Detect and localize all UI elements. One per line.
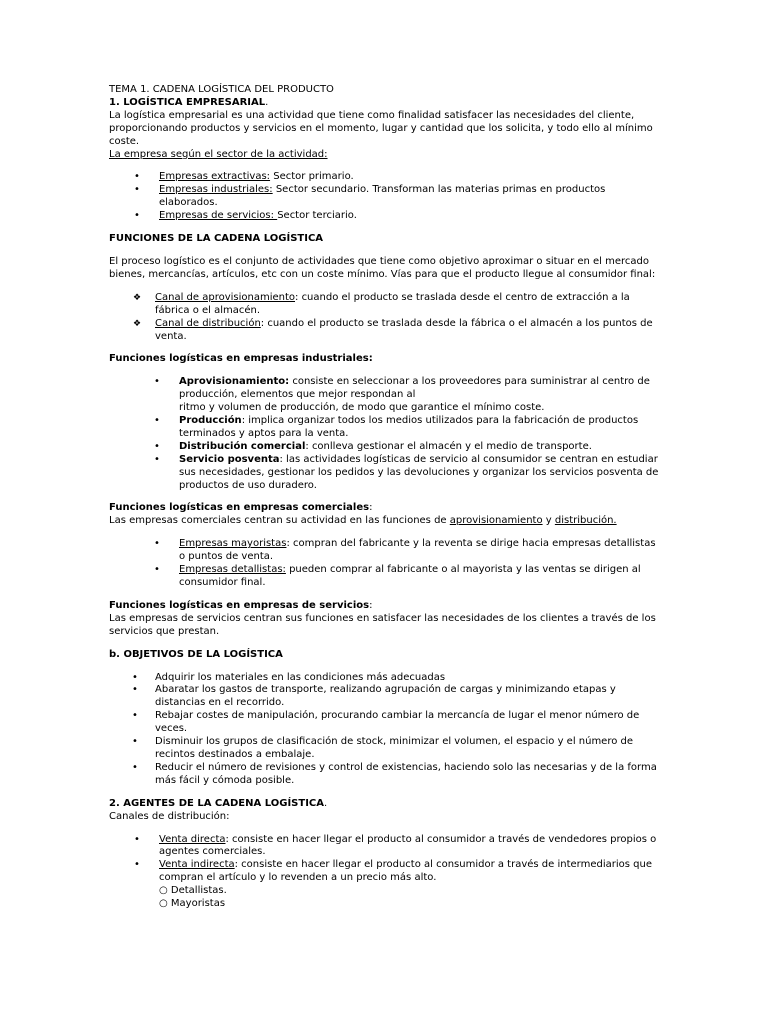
industriales-desc: : conlleva gestionar el almacén y el medio de transporte. [305,440,592,452]
comerciales-text: Las empresas comerciales centran su actividad en las funciones de [109,515,450,527]
list-item [109,834,659,860]
bullet-marker: • [134,210,140,222]
industriales-list [109,376,659,492]
comerciales-term-aprovisionamiento: aprovisionamiento [449,515,543,527]
sector-term: Empresas industriales: [159,184,273,196]
servicios-heading-text: Funciones logísticas en empresas de servicios [109,599,370,611]
list-item [109,210,659,223]
sub-item-mayoristas: ○ Mayoristas [159,898,226,910]
list-item [109,415,659,441]
list-item [109,538,659,564]
funciones-heading: FUNCIONES DE LA CADENA LOGÍSTICA [109,233,324,245]
industriales-term: Distribución comercial [179,440,306,452]
list-item [109,736,659,762]
section-1-heading-dot: . [265,96,269,108]
industriales-term: Aprovisionamiento: [179,376,290,388]
comerciales-heading-colon: : [369,502,373,514]
bullet-marker: • [154,440,160,452]
servicios-heading-colon: : [369,599,373,611]
bullet-marker: • [132,684,138,696]
bullet-marker: • [154,453,160,465]
section-1-paragraph: La logística empresarial es una actividad que tiene como finalidad satisfacer las necesidades del cliente, proporcionando productos y servicios en el momento, lugar y cantidad que los solicita, y todo ello al mínimo coste. [109,109,653,147]
list-item [109,441,659,454]
section-1-heading [109,97,659,110]
comerciales-text-and: y [542,515,555,527]
list-item [109,859,659,885]
industriales-desc: consiste en seleccionar a los proveedores para suministrar al centro de producción, elementos que mejor respondan al [179,376,650,401]
objetivo-text: Adquirir los materiales en las condiciones más adecuadas [155,671,446,683]
bullet-marker: • [154,564,160,576]
canal-desc: : cuando el producto se traslada desde la fábrica o el almacén a los puntos de venta. [155,317,653,342]
list-item [109,184,659,210]
objetivo-text: Disminuir los grupos de clasificación de stock, minimizar el volumen, el espacio y el número de recintos destinados a embalaje. [155,736,634,760]
bullet-marker: • [132,736,138,748]
bullet-marker: • [134,833,140,845]
sector-desc: Sector secundario. Transforman las materias primas en productos elaborados. [159,184,606,209]
list-item [109,318,659,344]
comerciales-list [109,538,659,590]
sector-heading: La empresa según el sector de la actividad: [109,148,328,160]
objetivos-heading: b. OBJETIVOS DE LA LOGÍSTICA [109,648,283,660]
bullet-marker: • [132,761,138,773]
bullet-marker: • [154,538,160,550]
canales-label: Canales de distribución: [109,810,230,822]
industriales-desc-cont: ritmo y volumen de producción, de modo que garantice el mínimo coste. [179,402,545,414]
canal-term: Canal de aprovisionamiento [155,291,296,303]
list-item [109,672,659,685]
sector-list [109,171,659,223]
comerciales-desc: : compran del fabricante y la reventa se dirige hacia empresas detallistas o puntos de venta. [179,538,656,563]
bullet-marker: • [132,671,138,683]
canales-term: Venta indirecta [159,859,235,871]
industriales-desc: : implica organizar todos los medios utilizados para la fabricación de productos terminados y aptos para la venta. [179,415,639,439]
list-item [109,762,659,788]
industriales-term: Servicio posventa [179,453,280,465]
objetivos-list [109,672,659,788]
sub-item-detallistas: ○ Detallistas. [159,885,227,897]
bullet-marker: • [154,415,160,427]
objetivo-text: Rebajar costes de manipulación, procurando cambiar la mercancía de lugar el menor número de veces. [155,710,640,735]
comerciales-term-distribucion: distribución. [554,515,617,527]
objetivo-text: Reducir el número de revisiones y control de existencias, haciendo solo las necesarias y de la forma más fácil y cómoda posible. [155,761,657,786]
list-item [109,454,659,493]
canales-desc: : consiste en hacer llegar el producto al consumidor a través de vendedores propios o agentes comerciales. [159,833,657,858]
bullet-marker: • [134,184,140,196]
comerciales-term: Empresas mayoristas [179,538,287,550]
list-item [109,710,659,736]
diamond-marker: ❖ [133,318,142,329]
section-2-heading-text: 2. AGENTES DE LA CADENA LOGÍSTICA [109,797,324,809]
list-item [109,292,659,318]
sector-term: Empresas de servicios: [159,210,278,222]
bullet-marker: • [132,710,138,722]
section-2-heading [109,798,659,811]
canal-term: Canal de distribución [155,317,261,329]
diamond-marker: ❖ [133,292,142,303]
sector-desc: Sector terciario. [277,210,357,222]
industriales-desc: : las actividades logísticas de servicio al consumidor se centran en estudiar sus necesidades, gestionar los pedidos y las devoluciones y organizar los servicios posventa de productos de uso duradero. [179,453,659,491]
industriales-term: Producción [179,415,242,427]
section-2-heading-dot: . [324,797,328,809]
canales-term: Venta directa [159,833,226,845]
canales-desc: : consiste en hacer llegar el producto al consumidor a través de intermediarios que compran el artículo y lo revenden a un precio más alto. [159,859,652,884]
doc-title: TEMA 1. CADENA LOGÍSTICA DEL PRODUCTO [109,84,334,95]
comerciales-desc: pueden comprar al fabricante o al mayorista y las ventas se dirigen al consumidor final. [179,564,641,588]
objetivo-text: Abaratar los gastos de transporte, realizando agrupación de cargas y minimizando etapas y distancias en el recorrido. [155,684,616,709]
servicios-paragraph: Las empresas de servicios centran sus funciones en satisfacer las necesidades de los clientes a través de los servicios que prestan. [109,612,656,637]
comerciales-heading-text: Funciones logísticas en empresas comerciales [109,502,370,514]
bullet-marker: • [134,859,140,871]
canales-list [109,834,659,886]
list-item [109,376,659,415]
servicios-heading [109,600,659,613]
sector-term: Empresas extractivas: [159,171,271,183]
sector-desc: Sector primario. [270,171,354,183]
list-item [109,684,659,710]
bullet-marker: • [134,171,140,183]
comerciales-paragraph [109,515,659,528]
funciones-paragraph: El proceso logístico es el conjunto de actividades que tiene como objetivo aproximar o situar en el mercado bienes, mercancías, artículos, etc con un coste mínimo. Vías para que el producto llegue al consumidor final: [109,255,656,280]
list-item [109,171,659,184]
industriales-heading: Funciones logísticas en empresas industriales: [109,353,373,365]
section-1-heading-text: 1. LOGÍSTICA EMPRESARIAL [109,96,266,108]
canal-list [109,292,659,344]
bullet-marker: • [154,376,160,388]
list-item [109,564,659,590]
canal-desc: : cuando el producto se traslada desde el centro de extracción a la fábrica o el almacén. [155,291,630,316]
comerciales-heading [109,502,659,515]
document-body [109,84,659,911]
comerciales-term: Empresas detallistas: [179,564,286,576]
